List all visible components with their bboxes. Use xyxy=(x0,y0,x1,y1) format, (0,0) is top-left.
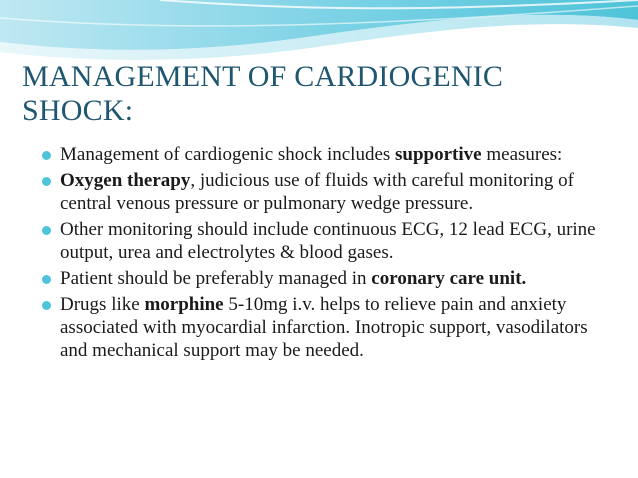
bullet-bold-segment: Oxygen therapy xyxy=(60,170,191,191)
bullet-dot-icon xyxy=(42,226,51,235)
bullet-item xyxy=(42,293,602,362)
bullet-list xyxy=(42,143,602,365)
bullet-bold-segment: coronary care unit. xyxy=(371,268,527,289)
bullet-bold-segment: morphine xyxy=(144,294,224,315)
bullet-item xyxy=(42,267,602,290)
bullet-dot-icon xyxy=(42,301,51,310)
bullet-text-segment: , judicious use of fluids with careful monitoring of central venous pressure or pulmonary wedge pressure. xyxy=(60,170,574,214)
bullet-item xyxy=(42,143,602,166)
bullet-item xyxy=(42,218,602,264)
bullet-item xyxy=(42,169,602,215)
bullet-text-segment: Drugs like xyxy=(60,294,145,315)
bullet-text-segment: 5-10mg i.v. helps to relieve pain and anxiety associated with myocardial infarction. Inotropic support, vasodilators and mechanical support may be needed. xyxy=(60,294,588,361)
bullet-bold-segment: supportive xyxy=(395,144,482,165)
bullet-dot-icon xyxy=(42,151,51,160)
bullet-dot-icon xyxy=(42,177,51,186)
bullet-text-segment: measures: xyxy=(481,144,563,165)
bullet-text-segment: Patient should be preferably managed in xyxy=(60,268,372,289)
bullet-text-segment: Management of cardiogenic shock includes xyxy=(60,144,396,165)
bullet-dot-icon xyxy=(42,275,51,284)
slide-title: MANAGEMENT OF CARDIOGENIC SHOCK: xyxy=(22,60,504,127)
bullet-text-segment: Other monitoring should include continuous ECG, 12 lead ECG, urine output, urea and electrolytes & blood gases. xyxy=(60,219,596,263)
